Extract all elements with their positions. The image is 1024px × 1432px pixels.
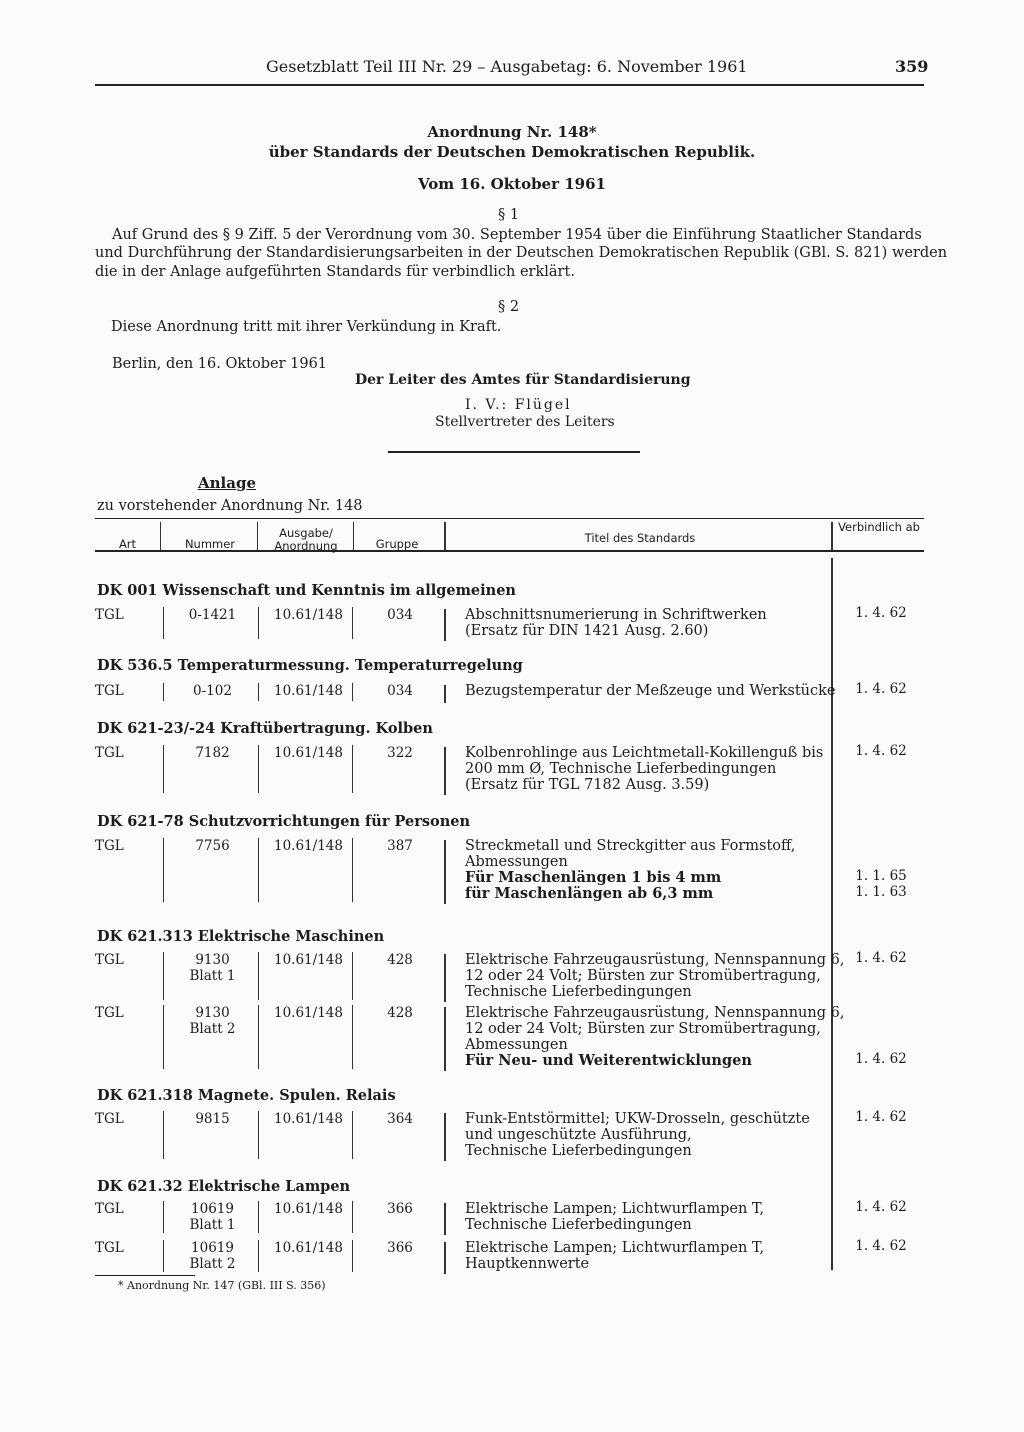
cell-divider [163, 745, 164, 793]
column-header-art: Art [118, 537, 137, 551]
cell-titel-line: Elektrische Lampen; Lichtwurflampen T, [465, 1240, 765, 1256]
cell-nummer: 9815 [195, 1111, 230, 1127]
cell-divider [258, 745, 259, 793]
cell-divider [444, 1007, 446, 1071]
column-header-gruppe: Gruppe [375, 537, 419, 551]
cell-titel-line: Für Neu- und Weiterentwicklungen [465, 1052, 752, 1069]
cell-ausgabe: 10.61/148 [274, 1005, 343, 1021]
paragraph-1-heading: § 1 [498, 207, 520, 223]
cell-art: TGL [95, 745, 124, 761]
cell-titel-line: Elektrische Lampen; Lichtwurflampen T, [465, 1201, 765, 1217]
paragraph-2-text: Diese Anordnung tritt mit ihrer Verkündung in Kraft. [111, 319, 502, 335]
cell-titel-line: (Ersatz für DIN 1421 Ausg. 2.60) [465, 623, 709, 639]
cell-titel-line: Für Maschenlängen 1 bis 4 mm [465, 869, 722, 886]
section-heading: DK 001 Wissenschaft und Kenntnis im allgemeinen [97, 582, 516, 599]
cell-ausgabe: 10.61/148 [274, 1240, 343, 1256]
cell-gruppe: 364 [387, 1111, 413, 1127]
cell-verbindlich: 1. 4. 62 [855, 681, 907, 697]
cell-divider [444, 685, 446, 703]
cell-divider [352, 745, 353, 793]
cell-titel-line: Technische Lieferbedingungen [465, 984, 692, 1000]
cell-divider [258, 838, 259, 902]
cell-ausgabe: 10.61/148 [274, 607, 343, 623]
cell-divider [258, 1201, 259, 1233]
cell-titel-line: Abmessungen [465, 854, 568, 870]
cell-titel-line: 12 oder 24 Volt; Bürsten zur Stromübertragung, [465, 968, 821, 984]
cell-titel-line: Elektrische Fahrzeugausrüstung, Nennspannung 6, [465, 1005, 845, 1021]
cell-titel-line: Funk-Entstörmittel; UKW-Drosseln, geschützte [465, 1111, 810, 1127]
cell-ausgabe: 10.61/148 [274, 683, 343, 699]
cell-divider [444, 1242, 446, 1274]
cell-nummer: Blatt 2 [189, 1256, 236, 1272]
section-heading: DK 621.32 Elektrische Lampen [97, 1178, 351, 1195]
footnote: * Anordnung Nr. 147 (GBl. III S. 356) [118, 1279, 326, 1292]
verbindlich-column-rule [831, 558, 833, 1270]
cell-titel-line: Technische Lieferbedingungen [465, 1217, 692, 1233]
cell-divider [444, 609, 446, 641]
column-header-verbindlich: Verbindlich ab [838, 520, 920, 534]
cell-verbindlich: 1. 4. 62 [855, 1051, 907, 1067]
cell-verbindlich: 1. 4. 62 [855, 605, 907, 621]
header-divider [831, 522, 833, 550]
cell-nummer: 7182 [195, 745, 230, 761]
cell-divider [444, 1113, 446, 1161]
cell-gruppe: 322 [387, 745, 413, 761]
cell-titel-line: und ungeschützte Ausführung, [465, 1127, 692, 1143]
cell-divider [163, 607, 164, 639]
page-number: 359 [895, 57, 929, 76]
cell-nummer: 9130 [195, 952, 230, 968]
cell-divider [163, 683, 164, 701]
section-heading: DK 621-23/-24 Kraftübertragung. Kolben [97, 720, 433, 737]
cell-nummer: 7756 [195, 838, 230, 854]
cell-titel-line: (Ersatz für TGL 7182 Ausg. 3.59) [465, 777, 710, 793]
cell-nummer: Blatt 2 [189, 1021, 236, 1037]
cell-divider [352, 1240, 353, 1272]
cell-gruppe: 034 [387, 607, 413, 623]
paragraph-1-line: Auf Grund des § 9 Ziff. 5 der Verordnung vom 30. September 1954 über die Einführung Staatlicher Standards [112, 227, 922, 243]
cell-nummer: 0-102 [193, 683, 232, 699]
column-header-titel: Titel des Standards [584, 531, 696, 545]
cell-divider [444, 1203, 446, 1235]
cell-art: TGL [95, 1111, 124, 1127]
cell-divider [444, 954, 446, 1002]
cell-divider [352, 1201, 353, 1233]
header-divider [257, 522, 258, 550]
order-subtitle: über Standards der Deutschen Demokratischen Republik. [268, 143, 756, 161]
cell-titel-line: 200 mm Ø, Technische Lieferbedingungen [465, 761, 777, 777]
cell-divider [352, 838, 353, 902]
cell-titel-line: Abmessungen [465, 1037, 568, 1053]
order-date: Vom 16. Oktober 1961 [418, 175, 606, 193]
section-heading: DK 621.318 Magnete. Spulen. Relais [97, 1087, 396, 1104]
cell-nummer: 0-1421 [188, 607, 237, 623]
cell-verbindlich: 1. 4. 62 [855, 1199, 907, 1215]
cell-divider [352, 1005, 353, 1069]
header-divider [160, 522, 161, 550]
cell-art: TGL [95, 683, 124, 699]
cell-ausgabe: 10.61/148 [274, 1201, 343, 1217]
cell-divider [258, 607, 259, 639]
cell-nummer: 10619 [191, 1240, 234, 1256]
section-heading: DK 621-78 Schutzvorrichtungen für Personen [97, 813, 471, 830]
cell-ausgabe: 10.61/148 [274, 838, 343, 854]
cell-divider [163, 1240, 164, 1272]
cell-gruppe: 366 [387, 1240, 413, 1256]
order-title: Anordnung Nr. 148* [427, 123, 597, 141]
paragraph-1-line: die in der Anlage aufgeführten Standards für verbindlich erklärt. [95, 264, 575, 280]
cell-art: TGL [95, 838, 124, 854]
cell-divider [258, 1240, 259, 1272]
cell-verbindlich: 1. 4. 62 [855, 743, 907, 759]
cell-nummer: Blatt 1 [189, 968, 236, 984]
footnote-rule [95, 1275, 195, 1276]
cell-art: TGL [95, 1201, 124, 1217]
cell-divider [258, 683, 259, 701]
cell-divider [258, 952, 259, 1000]
cell-gruppe: 428 [387, 1005, 413, 1021]
cell-titel-line: Elektrische Fahrzeugausrüstung, Nennspannung 6, [465, 952, 845, 968]
signature-office: Der Leiter des Amtes für Standardisierung [355, 372, 691, 388]
column-header-ausgabe: Ausgabe/ Anordnung [274, 526, 338, 553]
cell-gruppe: 428 [387, 952, 413, 968]
cell-art: TGL [95, 952, 124, 968]
paragraph-2-heading: § 2 [498, 299, 520, 315]
cell-verbindlich: 1. 1. 65 [855, 868, 907, 884]
place-date: Berlin, den 16. Oktober 1961 [112, 356, 328, 372]
running-header: Gesetzblatt Teil III Nr. 29 – Ausgabetag: 6. November 1961 [266, 57, 748, 76]
signature-name: I. V.: Flügel [465, 397, 572, 413]
cell-divider [258, 1005, 259, 1069]
cell-gruppe: 034 [387, 683, 413, 699]
cell-divider [163, 1005, 164, 1069]
cell-divider [352, 607, 353, 639]
annex-heading: Anlage [198, 474, 256, 492]
cell-divider [163, 1111, 164, 1159]
cell-divider [163, 1201, 164, 1233]
paragraph-1-line: und Durchführung der Standardisierungsarbeiten in der Deutschen Demokratischen Republik (GBl. S. 821) werden [95, 245, 948, 261]
cell-divider [163, 838, 164, 902]
section-heading: DK 621.313 Elektrische Maschinen [97, 928, 385, 945]
cell-verbindlich: 1. 4. 62 [855, 1109, 907, 1125]
annex-subheading: zu vorstehender Anordnung Nr. 148 [97, 498, 363, 514]
cell-divider [444, 747, 446, 795]
cell-art: TGL [95, 607, 124, 623]
table-top-rule [95, 518, 924, 519]
cell-divider [258, 1111, 259, 1159]
cell-ausgabe: 10.61/148 [274, 952, 343, 968]
section-heading: DK 536.5 Temperaturmessung. Temperaturregelung [97, 657, 523, 674]
cell-art: TGL [95, 1005, 124, 1021]
cell-nummer: 9130 [195, 1005, 230, 1021]
header-rule [95, 84, 924, 86]
cell-gruppe: 366 [387, 1201, 413, 1217]
cell-titel-line: Abschnittsnumerierung in Schriftwerken [465, 607, 767, 623]
cell-divider [352, 1111, 353, 1159]
cell-titel-line: Bezugstemperatur der Meßzeuge und Werkstücke [465, 683, 836, 699]
cell-gruppe: 387 [387, 838, 413, 854]
cell-divider [352, 952, 353, 1000]
cell-titel-line: 12 oder 24 Volt; Bürsten zur Stromübertragung, [465, 1021, 821, 1037]
cell-titel-line: Streckmetall und Streckgitter aus Formstoff, [465, 838, 796, 854]
cell-titel-line: Technische Lieferbedingungen [465, 1143, 692, 1159]
header-divider [353, 522, 354, 550]
cell-ausgabe: 10.61/148 [274, 745, 343, 761]
cell-verbindlich: 1. 4. 62 [855, 950, 907, 966]
cell-titel-line: Kolbenrohlinge aus Leichtmetall-Kokillenguß bis [465, 745, 824, 761]
cell-nummer: Blatt 1 [189, 1217, 236, 1233]
signature-role: Stellvertreter des Leiters [435, 414, 615, 430]
cell-art: TGL [95, 1240, 124, 1256]
cell-nummer: 10619 [191, 1201, 234, 1217]
cell-verbindlich: 1. 4. 62 [855, 1238, 907, 1254]
signature-rule [388, 451, 640, 453]
cell-verbindlich: 1. 1. 63 [855, 884, 907, 900]
cell-divider [444, 840, 446, 904]
cell-divider [352, 683, 353, 701]
cell-titel-line: für Maschenlängen ab 6,3 mm [465, 885, 714, 902]
cell-titel-line: Hauptkennwerte [465, 1256, 590, 1272]
column-header-nummer: Nummer [184, 537, 236, 551]
cell-divider [163, 952, 164, 1000]
header-divider [444, 522, 446, 550]
cell-ausgabe: 10.61/148 [274, 1111, 343, 1127]
